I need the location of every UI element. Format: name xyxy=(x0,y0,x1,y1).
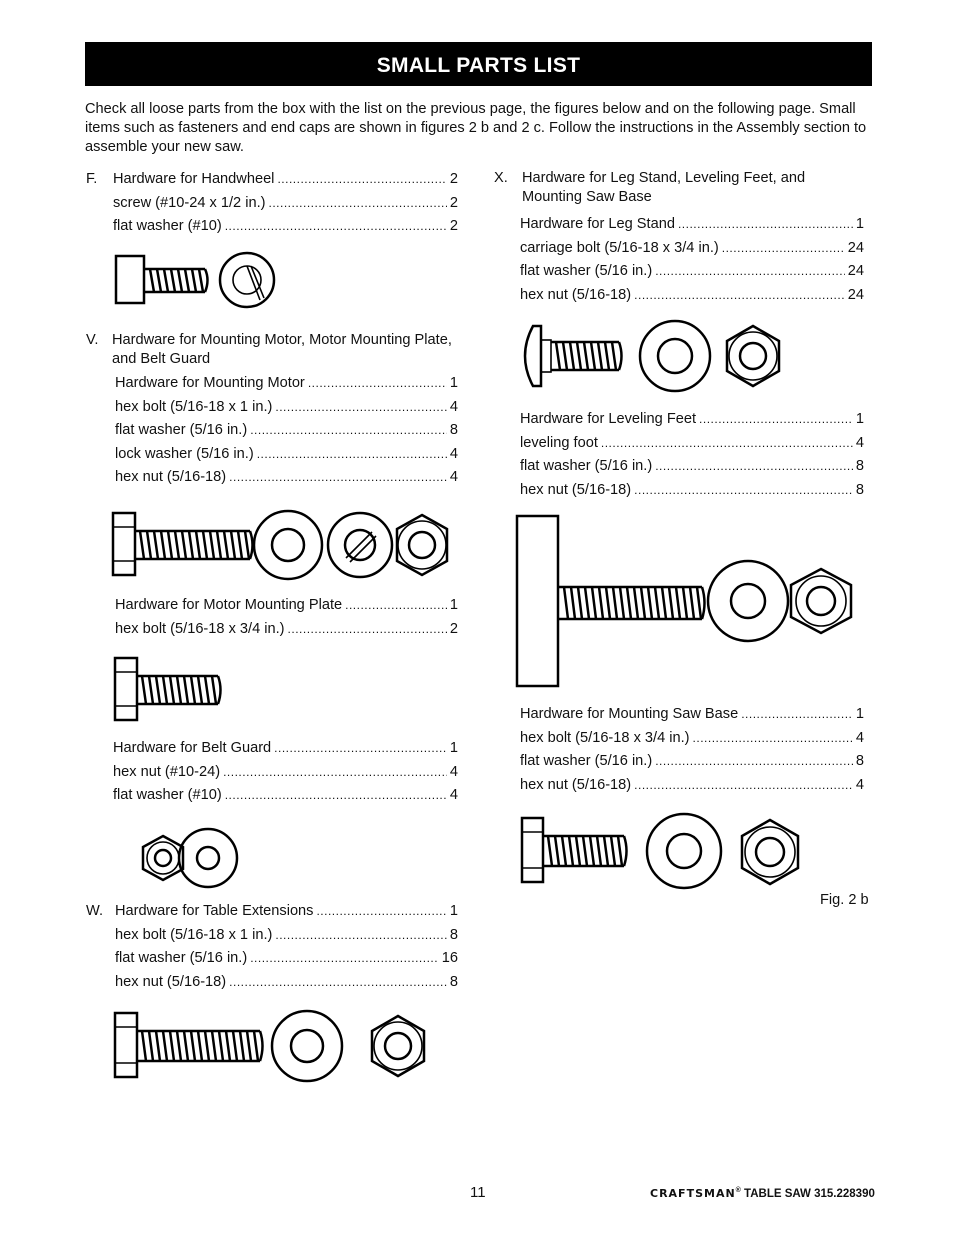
motor-hardware-figure xyxy=(110,505,470,585)
section-letter: F. xyxy=(86,171,98,187)
hex-bolt-figure xyxy=(112,655,232,725)
item-qty: 1 xyxy=(449,903,458,919)
section-letter: X. xyxy=(494,170,508,186)
item-qty: 4 xyxy=(855,729,864,746)
item-name: Hardware for Leveling Feet xyxy=(520,411,697,427)
item-name: hex nut (5/16-18) xyxy=(520,481,632,498)
item-qty: 1 xyxy=(855,411,864,427)
item-name: hex bolt (5/16-18 x 3/4 in.) xyxy=(520,729,690,746)
item-qty: 8 xyxy=(449,926,458,943)
item-qty: 2 xyxy=(449,171,458,187)
item-name: hex nut (5/16-18) xyxy=(520,776,632,793)
footer xyxy=(650,1187,875,1200)
item-qty: 8 xyxy=(855,753,864,769)
item-name: leveling foot xyxy=(520,434,598,451)
section-v xyxy=(86,331,458,368)
item-qty: 24 xyxy=(847,286,864,303)
item-qty: 4 xyxy=(449,398,458,415)
item-name: screw (#10-24 x 1/2 in.) xyxy=(113,194,266,211)
section-w xyxy=(86,903,458,997)
table-extension-hardware-figure xyxy=(112,1005,442,1085)
item-name: Hardware for Motor Mounting Plate xyxy=(115,597,343,613)
item-qty: 1 xyxy=(855,706,864,722)
item-qty: 4 xyxy=(855,776,864,793)
saw-base-hardware-figure xyxy=(519,810,809,890)
section-heading: Hardware for Mounting Motor, Motor Mounting Plate, and Belt Guard xyxy=(112,332,452,367)
page-title: SMALL PARTS LIST xyxy=(85,42,872,86)
nut-washer-figure xyxy=(140,825,250,890)
section-f xyxy=(86,171,458,242)
carriage-bolt-figure xyxy=(515,318,785,393)
item-qty: 1 xyxy=(449,597,458,613)
item-name: Hardware for Handwheel xyxy=(113,171,275,187)
item-name: hex bolt (5/16-18 x 1 in.) xyxy=(115,926,273,943)
registered-mark: ® xyxy=(735,1187,741,1194)
page-number: 11 xyxy=(470,1184,486,1201)
item-qty: 2 xyxy=(449,218,458,234)
item-name: hex nut (5/16-18) xyxy=(520,286,632,303)
brand-logo: CRAFTSMAN xyxy=(650,1187,736,1200)
item-name: flat washer (5/16 in.) xyxy=(520,263,653,279)
item-qty: 16 xyxy=(441,950,458,966)
leveling-foot-figure xyxy=(514,513,864,691)
item-name: hex nut (5/16-18) xyxy=(115,973,227,990)
item-name: Hardware for Belt Guard xyxy=(113,740,272,756)
item-name: carriage bolt (5/16-18 x 3/4 in.) xyxy=(520,239,719,256)
model-number: TABLE SAW 315.228390 xyxy=(744,1188,875,1200)
item-qty: 2 xyxy=(449,194,458,211)
guard-list xyxy=(113,740,458,811)
item-name: flat washer (5/16 in.) xyxy=(115,422,248,438)
item-name: lock washer (5/16 in.) xyxy=(115,445,254,462)
item-qty: 2 xyxy=(449,620,458,637)
item-name: Hardware for Table Extensions xyxy=(115,903,314,919)
item-qty: 1 xyxy=(855,216,864,232)
section-x xyxy=(494,169,874,206)
item-qty: 8 xyxy=(449,422,458,438)
item-name: flat washer (5/16 in.) xyxy=(520,458,653,474)
item-name: hex bolt (5/16-18 x 3/4 in.) xyxy=(115,620,285,637)
item-name: Hardware for Leg Stand xyxy=(520,216,675,232)
item-qty: 8 xyxy=(449,973,458,990)
section-letter: V. xyxy=(86,332,99,348)
item-name: Hardware for Mounting Motor xyxy=(115,375,305,391)
item-qty: 24 xyxy=(847,263,864,279)
item-qty: 8 xyxy=(855,481,864,498)
item-name: flat washer (#10) xyxy=(113,218,222,234)
item-name: hex nut (5/16-18) xyxy=(115,469,227,485)
item-name: flat washer (5/16 in.) xyxy=(115,950,248,966)
section-heading: Hardware for Leg Stand, Leveling Feet, and Mounting Saw Base xyxy=(522,170,806,205)
item-name: hex bolt (5/16-18 x 1 in.) xyxy=(115,398,273,415)
item-qty: 1 xyxy=(449,375,458,391)
item-name: flat washer (#10) xyxy=(113,787,222,803)
leveling-feet-list xyxy=(520,411,864,505)
plate-list xyxy=(115,597,458,644)
section-letter: W. xyxy=(86,903,104,919)
item-qty: 24 xyxy=(847,239,864,256)
item-qty: 8 xyxy=(855,458,864,474)
item-name: hex nut (#10-24) xyxy=(113,763,221,780)
saw-base-list xyxy=(520,706,864,800)
item-qty: 1 xyxy=(449,740,458,756)
item-name: flat washer (5/16 in.) xyxy=(520,753,653,769)
item-qty: 4 xyxy=(449,763,458,780)
item-name: Hardware for Mounting Saw Base xyxy=(520,706,739,722)
leg-stand-list xyxy=(520,216,864,310)
screw-figure xyxy=(110,250,285,310)
motor-list xyxy=(115,375,458,493)
figure-caption: Fig. 2 b xyxy=(820,892,869,908)
item-qty: 4 xyxy=(449,445,458,462)
item-qty: 4 xyxy=(449,787,458,803)
item-qty: 4 xyxy=(855,434,864,451)
item-qty: 4 xyxy=(449,469,458,485)
intro-paragraph: Check all loose parts from the box with the list on the previous page, the figures below and on the following page. Small items such as fasteners and end caps are shown in figures 2 b and 2 c. Follow the instructions in the Assembly section to assemble your new saw. xyxy=(85,101,867,155)
